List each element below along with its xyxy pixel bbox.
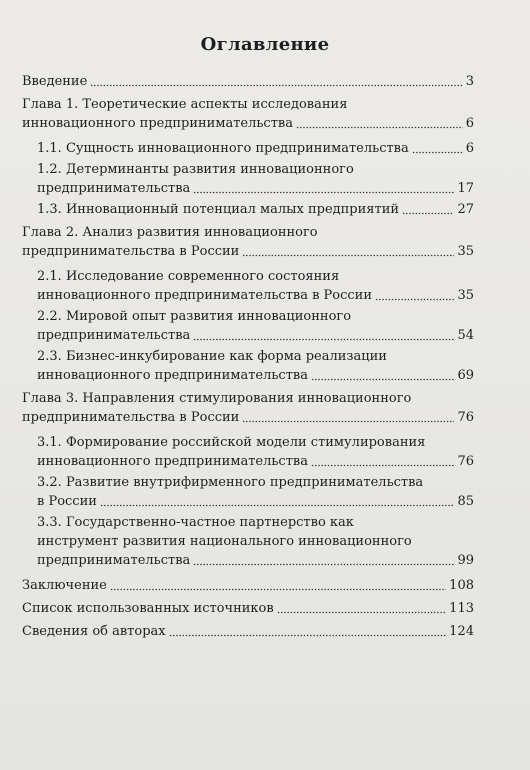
toc-entry-text: 2.2. Мировой опыт развития инновационного — [37, 309, 352, 324]
toc-section-entry — [37, 433, 474, 471]
toc-entry-text: предпринимательства в России — [22, 410, 240, 425]
toc-section-entry — [37, 267, 474, 305]
toc-page-number: 76 — [457, 410, 474, 425]
toc-section-entry — [37, 200, 474, 219]
toc-entry-text: 3.3. Государственно-частное партнерство как — [37, 515, 354, 530]
toc-section-entry — [37, 513, 474, 570]
toc-entry-text: Список использованных источников — [22, 601, 274, 616]
dot-leader — [242, 411, 454, 423]
dot-leader — [277, 602, 446, 614]
toc-page-number: 124 — [449, 624, 474, 639]
dot-leader — [193, 329, 454, 341]
toc-entry-text: 1.3. Инновационный потенциал малых предприятий — [37, 202, 400, 217]
toc-entry-text: 3.1. Формирование российской модели стимулирования — [37, 435, 426, 450]
page-title: Оглавление — [200, 34, 330, 55]
toc-entry-text: Глава 3. Направления стимулирования инновационного — [22, 391, 412, 406]
toc-page-number: 85 — [457, 494, 474, 509]
dot-leader — [193, 182, 454, 194]
toc-page-number: 99 — [457, 553, 474, 568]
toc-page-number: 17 — [457, 181, 474, 196]
toc-page-number: 27 — [457, 202, 474, 217]
toc-entry-text: 2.3. Бизнес-инкубирование как форма реализации — [37, 349, 387, 364]
toc-entry-text: в России — [37, 494, 97, 509]
toc-entry-text: инновационного предпринимательства в России — [37, 288, 373, 303]
toc-section-entry — [37, 473, 474, 511]
toc-page-number: 54 — [457, 328, 474, 343]
dot-leader — [375, 289, 454, 301]
toc-entry-text: 2.1. Исследование современного состояния — [37, 269, 340, 284]
table-of-contents — [22, 70, 474, 641]
toc-chapter-entry — [22, 576, 474, 595]
toc-page-number: 35 — [457, 288, 474, 303]
dot-leader — [296, 117, 463, 129]
toc-entry-text: Глава 2. Анализ развития инновационного — [22, 225, 318, 240]
toc-page-number: 108 — [449, 578, 474, 593]
toc-entry-text: предпринимательства — [37, 553, 191, 568]
dot-leader — [311, 369, 454, 381]
toc-entry-text: Заключение — [22, 578, 107, 593]
toc-chapter-entry — [22, 72, 474, 91]
toc-chapter-entry — [22, 599, 474, 618]
toc-entry-text: 3.2. Развитие внутрифирменного предпринимательства — [37, 475, 424, 490]
dot-leader — [100, 495, 455, 507]
toc-entry-text: предпринимательства в России — [22, 244, 240, 259]
toc-page-number: 69 — [457, 368, 474, 383]
toc-page-number: 6 — [465, 141, 474, 156]
dot-leader — [242, 245, 454, 257]
toc-entry-text: 1.2. Детерминанты развития инновационного — [37, 162, 354, 177]
toc-page-number: 113 — [449, 601, 474, 616]
toc-chapter-entry — [22, 389, 474, 427]
toc-chapter-entry — [22, 223, 474, 261]
toc-section-entry — [37, 307, 474, 345]
dot-leader — [90, 75, 462, 87]
dot-leader — [169, 625, 447, 637]
toc-entry-text: Глава 1. Теоретические аспекты исследования — [22, 97, 348, 112]
dot-leader — [412, 142, 463, 154]
toc-entry-text: предпринимательства — [37, 328, 191, 343]
toc-entry-text: инструмент развития национального инновационного — [37, 534, 412, 549]
toc-chapter-entry — [22, 622, 474, 641]
dot-leader — [402, 203, 454, 215]
toc-entry-text: предпринимательства — [37, 181, 191, 196]
toc-entry-text: Сведения об авторах — [22, 624, 166, 639]
toc-chapter-entry — [22, 95, 474, 133]
toc-section-entry — [37, 160, 474, 198]
dot-leader — [193, 554, 454, 566]
toc-page-number: 76 — [457, 454, 474, 469]
toc-page-number: 6 — [465, 116, 474, 131]
dot-leader — [110, 579, 446, 591]
toc-page-number: 35 — [457, 244, 474, 259]
toc-entry-text: инновационного предпринимательства — [37, 454, 308, 469]
dot-leader — [311, 455, 454, 467]
toc-section-entry — [37, 347, 474, 385]
toc-entry-text: 1.1. Сущность инновационного предпринимательства — [37, 141, 409, 156]
toc-entry-text: Введение — [22, 74, 88, 89]
toc-section-entry — [37, 139, 474, 158]
toc-page-number: 3 — [465, 74, 474, 89]
toc-entry-text: инновационного предпринимательства — [37, 368, 308, 383]
toc-entry-text: инновационного предпринимательства — [22, 116, 293, 131]
